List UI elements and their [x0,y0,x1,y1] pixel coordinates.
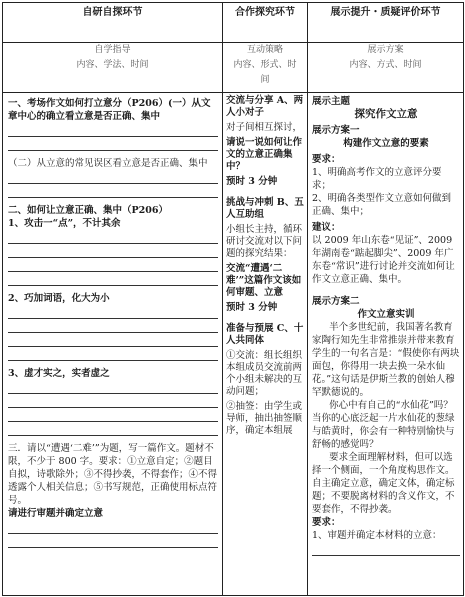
plan2-paragraph2: 你心中有自己的“水仙花”吗？当你的心底泛起一片水仙花的葱绿与皓黄时，你会有一种特别愉快与舒畅的感觉吗？ [312,400,455,450]
header-cooperative [223,3,308,43]
suggestion-text: 以 2009 年山东卷“见证”、2009 年湖南卷“踮起脚尖”、2009 年广东卷“常识”进行讨论并交流如何让作文立意正确、集中。 [312,235,455,285]
answer-line [8,347,218,361]
answer-line [312,542,460,556]
answer-line [8,380,218,394]
plan2-title: 作文立意实训 [357,309,415,320]
preview-item-b: ②抽签：由学生或导师，抽出抽签顺序，确定本组展 [226,401,303,436]
plan2-label: 展示方案二 [312,296,360,307]
theme-title: 探究作文立意 [354,108,418,120]
header-showcase [308,3,464,43]
pair-share-heading: 交流与分享 A、两人小对子 [226,95,304,118]
section1-part2: （二）从立意的常见误区看立意是否正确、集中 [8,158,208,169]
theme-label: 展示主题 [312,96,351,107]
subheader-col2-line3: 间 [260,75,270,85]
worksheet-table [2,2,464,596]
subheader-col2-line2: 内容、形式、时 [233,60,297,70]
preview-item-a: ①交流：组长组织本组成员交流前两个小组未解决的互动问题； [226,350,303,397]
answer-line [8,258,218,272]
answer-line [8,137,218,151]
answer-line [8,170,218,184]
plan1-label: 展示方案一 [312,125,360,136]
answer-line [8,184,218,198]
answer-line [8,305,218,319]
pair-share-body: 对子间相互探讨， [226,122,303,133]
last-task: 1、审题并确定本材料的立意： [312,530,442,541]
answer-line [8,520,218,534]
cooperative-column [223,93,308,596]
answer-line [8,272,218,286]
plan1-title: 构建作文立意的要素 [343,138,429,149]
answer-line [8,319,218,333]
answer-line [8,333,218,347]
group-challenge-body: 小组长主持，循环研讨交流对以下问题的探究结果： [226,224,303,259]
requirement-1: 1、明确高考作文的立意评分要求； [312,167,442,191]
header-col2-text: 合作探究环节 [235,7,295,18]
subheader-col1 [3,43,223,93]
group-challenge-task: 交流“遭遇‘二难’”这篇作文该如何审题、立意 [226,263,302,298]
subheader-col1-line1: 自学指导 [94,45,131,55]
group-challenge-time: 预时 3 分钟 [226,302,278,313]
pair-share-task: 请说一说如何让作文的立意正确集中？ [226,137,303,172]
requirement-2: 2、明确各类型作文立意如何做到正确、集中； [312,193,452,217]
group-challenge-heading: 挑战与冲刺 B、五人互助组 [226,197,304,220]
header-col1-text: 自研自探环节 [82,7,143,18]
requirements-label: 要求： [312,154,341,165]
header-self-study [3,3,223,43]
subheader-col3-line2: 内容、方式、时间 [349,60,422,70]
header-col3-text: 展示提升・质疑评价环节 [330,7,441,18]
plan2-paragraph3: 要求全面理解材料，但可以选择一个侧面，一个角度构思作文。自主确定立意，确定文体，确定标题；不要脱离材料的含义作文，不要套作，不得抄袭。 [312,452,455,515]
answer-line [8,123,218,137]
self-study-column [3,93,223,596]
suggestion-label: 建议： [312,222,341,233]
section1-title: 一、考场作文如何打立意分（P206）(一）从文章中心的确立看立意是否正确、集中 [8,98,211,122]
answer-line [8,408,218,422]
subheader-col3 [308,43,464,93]
subheader-col3-line1: 展示方案 [367,45,404,55]
section2-item2: 2、巧加词语，化大为小 [8,293,110,304]
requirements-label-2: 要求： [312,517,341,528]
showcase-column [308,93,464,596]
subheader-col2 [223,43,308,93]
section3-text: 三．请以“遭遇‘二难’”为题，写一篇作文。题材不限，不少于 800 字。要求：①立意自定；②题目自拟，诗歌除外；③不得抄袭，不得套作；④不得透露个人相关信息；⑤书写规范，正确使用标点符号。 [8,443,218,506]
answer-line [8,422,218,436]
section2-title: 二、如何让立意正确、集中（P206） [8,205,168,216]
answer-line [8,394,218,408]
section2-item1: 1、攻击一“点”，不计其余 [8,218,121,229]
answer-line [8,534,218,548]
section3-tail: 请进行审题并确定立意 [8,508,104,519]
answer-line [8,230,218,244]
answer-line [8,244,218,258]
subheader-col1-line2: 内容、学法、时间 [76,60,149,70]
plan2-paragraph1: 半个多世纪前，我国著名教育家陶行知先生非常推崇并带来教育学生的一句名言是：“假使你有两块面包，你得用一块去换一朵水仙花。”这句话是伊斯兰教的创始人穆罕默德说的。 [312,322,460,398]
pair-share-time: 预时 3 分钟 [226,176,278,187]
subheader-col2-line1: 互动策略 [246,45,283,55]
preview-heading: 准备与预展 C、十人共同体 [226,323,304,346]
section2-item3: 3、虚才实之，实者虚之 [8,368,110,379]
